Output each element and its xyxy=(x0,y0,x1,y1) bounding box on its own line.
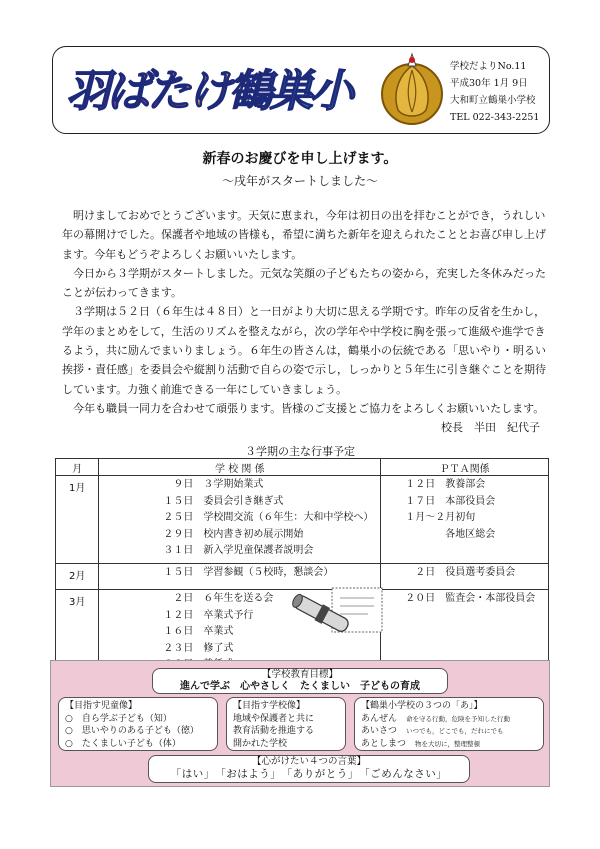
month-cell: 3月 xyxy=(56,590,99,675)
tradition-word: あとしまつ xyxy=(361,738,407,749)
three-a-box xyxy=(354,697,544,751)
message-paragraph: 今日から３学期がスタートしました。元気な笑顔の子どもたちの姿から，充実した冬休みだったことが伝わってきます。 xyxy=(62,266,546,300)
pta-events-cell xyxy=(381,476,549,564)
list-item xyxy=(361,713,537,726)
greeting-subheading: ～戌年がスタートしました～ xyxy=(221,174,378,188)
list-item: 開かれた学校 xyxy=(233,738,288,749)
month-cell: 1月 xyxy=(56,476,99,564)
event-item: １７日 本部役員会 xyxy=(405,495,496,507)
event-item: ２５日 学校間交流（６年生：大和中学校へ） xyxy=(163,512,374,523)
four-words-line: 「はい」 「おはよう」 「ありがとう」 「ごめんなさい」 xyxy=(170,768,448,780)
list-item: 教育活動を推進する xyxy=(233,726,315,736)
four-words-box xyxy=(148,755,470,783)
ideal-school-box xyxy=(226,697,346,751)
school-header: 学 校 関 係 xyxy=(99,459,381,476)
list-item: ○ 思いやりのある子ども（徳） xyxy=(65,726,199,736)
event-item: １５日 委員会引き継ぎ式 xyxy=(163,495,284,507)
title-text: 羽ばたけ鶴巣小 xyxy=(66,66,354,117)
message-paragraph: 今年も職員一同力を合わせて頑張ります。皆様のご支援とご協力をよろしくお願いいたします。 xyxy=(73,401,545,415)
event-item: ２０日 監査会・本部役員会 xyxy=(405,593,536,604)
tradition-note: 物を大切に，整理整頓 xyxy=(415,739,481,748)
event-item: 各地区総会 xyxy=(405,528,496,540)
ideal-school-title: 【目指す学校像】 xyxy=(233,701,306,711)
table-row xyxy=(56,476,549,564)
event-item: ２日 ６年生を送る会 xyxy=(163,593,274,604)
pta-events-cell xyxy=(381,564,549,590)
three-a-title: 【鶴巣小学校の３つの「あ」】 xyxy=(361,701,483,711)
schedule-header-row xyxy=(56,459,549,476)
pta-header: ＰＴＡ関係 xyxy=(381,459,549,476)
event-item: １５日 学習参観（５校時，懇談会） xyxy=(163,567,334,578)
event-item: ２９日 校内書き初め展示開始 xyxy=(163,528,304,540)
event-item: ３１日 新入学児童保護者説明会 xyxy=(163,545,314,556)
event-item: １２日 卒業式予行 xyxy=(163,609,254,621)
month-cell: 2月 xyxy=(56,564,99,590)
tradition-word: あいさつ xyxy=(361,726,398,736)
list-item: ○ たくましい子ども（体） xyxy=(65,738,181,749)
school-goal-slogan: 進んで学ぶ 心やさしく たくましい 子どもの育成 xyxy=(180,681,420,692)
issue-info xyxy=(450,58,550,126)
school-goal-banner xyxy=(152,668,448,694)
list-item xyxy=(361,738,537,751)
newsletter-title xyxy=(60,52,360,122)
greeting-heading: 新春のお慶びを申し上げます。 xyxy=(202,151,398,167)
list-item xyxy=(361,725,537,738)
schedule-title: ３学期の主な行事予定 xyxy=(245,445,355,458)
tradition-note: いつでも，どこでも，だれにでも xyxy=(406,727,504,735)
issue-number: 学校だよりNo.11 xyxy=(450,61,527,72)
event-item: １６日 卒業式 xyxy=(163,626,234,637)
event-item: ２日 役員選考委員会 xyxy=(405,567,516,578)
message-paragraph: 明けましておめでとうございます。天気に恵まれ，今年は初日の出を拝むことができ，うれしい年の幕開けでした。保護者や地域の皆様も，希望に満ちた新年を迎えられたこととお喜び申し上げます。今年もどうぞよろしくお願いいたします。 xyxy=(62,209,546,261)
event-item: ９日 ３学期始業式 xyxy=(163,479,264,490)
event-item: ２３日 修了式 xyxy=(163,642,234,654)
list-item: 地域や保護者と共に xyxy=(233,713,315,724)
month-header: 月 xyxy=(56,459,99,476)
principal-message xyxy=(62,206,550,438)
event-item: １２日 教養部会 xyxy=(405,479,486,490)
tradition-note: 命を守る行動，危険を予知した行動 xyxy=(406,714,511,723)
school-goal-title: 【学校教育目標】 xyxy=(261,669,338,680)
ideal-student-title: 【目指す児童像】 xyxy=(65,701,138,711)
crane-crest-icon xyxy=(378,52,446,128)
four-words-title: 【心がけたい４つの言葉】 xyxy=(251,756,366,767)
school-phone: TEL 022-343-2251 xyxy=(450,112,540,123)
message-paragraph: ３学期は５２日（６年生は４８日）と一日がより大切に思える学期です。昨年の反省を生かし，学年のまとめをして，生活のリズムを整えながら，次の学年や中学校に胸を張って進級や進学できるよう，共に励んでまいりましょう。６年生の皆さんは，鶴巣小の伝統である「思いやり・明るい挨拶・責任感」を委員会や縦割り活動で自らの姿で示し，しっかりと５年生に引き継ぐことを期待しています。力強く前進できる一年にしていきましょう。 xyxy=(62,305,546,396)
school-name: 大和町立鶴巣小学校 xyxy=(450,95,536,106)
school-events-cell xyxy=(99,476,381,564)
issue-date: 平成30年 1月 9日 xyxy=(450,78,528,89)
tradition-word: あんぜん xyxy=(361,713,398,724)
ideal-student-box xyxy=(58,697,218,751)
list-item: ○ 自ら学ぶ子ども（知） xyxy=(65,713,172,724)
event-item: １月～２月初旬 xyxy=(405,512,476,523)
principal-signature: 校長 半田 紀代子 xyxy=(441,421,540,435)
diploma-scroll-icon xyxy=(290,584,386,646)
